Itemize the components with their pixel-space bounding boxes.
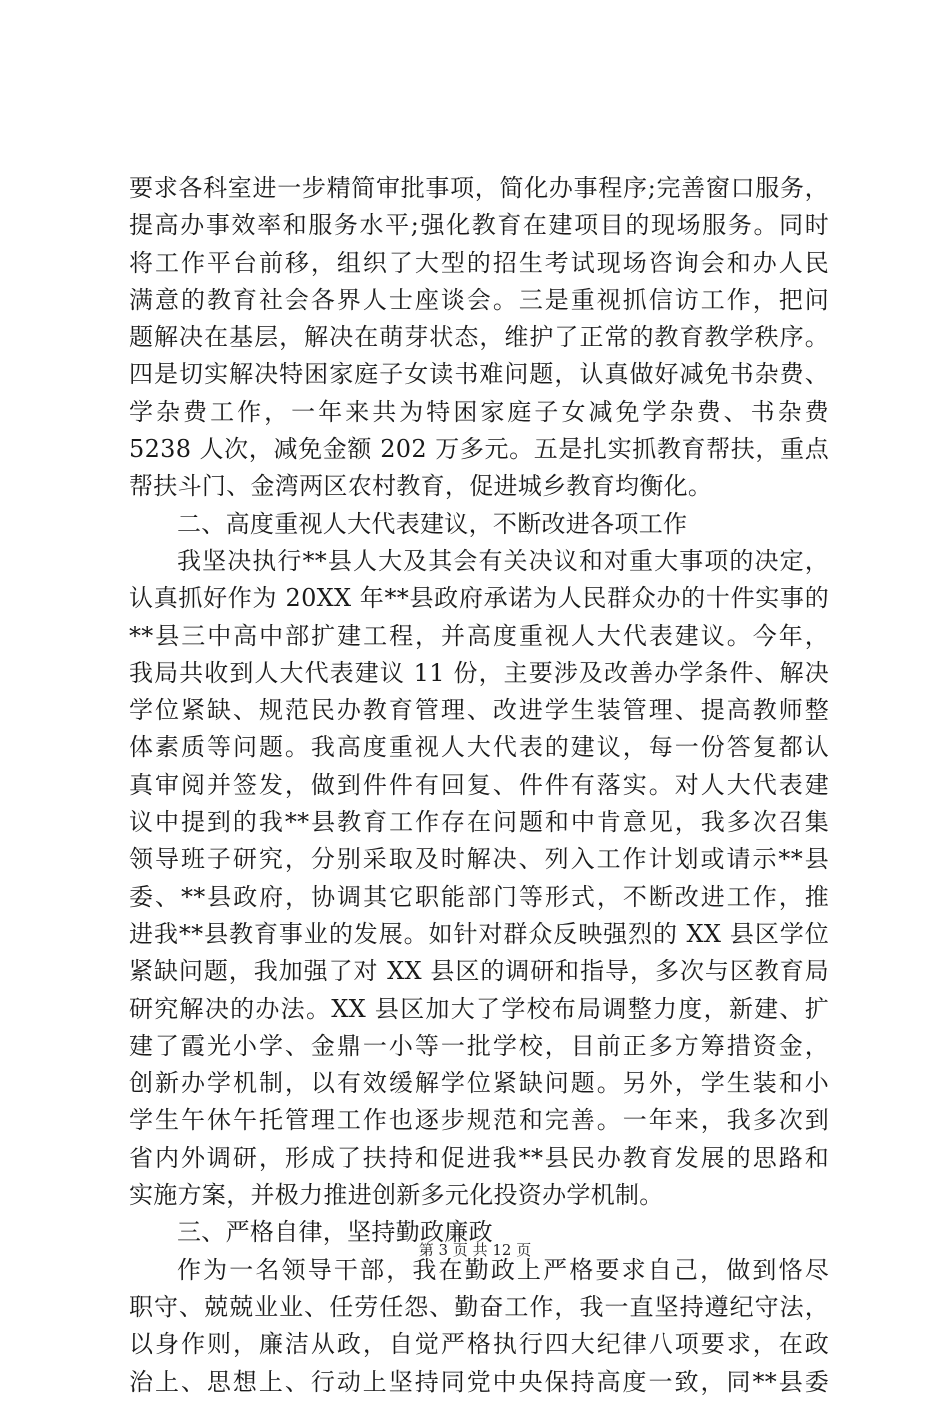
text-line: 治上、思想上、行动上坚持同党中央保持高度一致，同**县委 — [129, 1367, 829, 1396]
text-line: 认真抓好作为 20XX 年**县政府承诺为人民群众办的十件实事的 — [129, 584, 829, 613]
text-line: 职守、兢兢业业、任劳任怨、勤奋工作，我一直坚持遵纪守法， — [129, 1292, 829, 1321]
text-line: 进我**县教育事业的发展。如针对群众反映强烈的 XX 县区学位 — [129, 919, 829, 948]
page-footer: 第 3 页 共 12 页 — [418, 1241, 532, 1259]
text-line: 三、严格自律，坚持勤政廉政 — [177, 1218, 493, 1247]
text-line: 要求各科室进一步精简审批事项，简化办事程序;完善窗口服务， — [129, 174, 829, 202]
text-line: 以身作则，廉洁从政，自觉严格执行四大纪律八项要求，在政 — [129, 1330, 829, 1359]
text-line: 领导班子研究，分别采取及时解决、列入工作计划或请示**县 — [129, 845, 829, 874]
text-line: 题解决在基层，解决在萌芽状态，维护了正常的教育教学秩序。 — [129, 323, 829, 352]
text-line: 四是切实解决特困家庭子女读书难问题，认真做好减免书杂费、 — [129, 360, 829, 389]
text-line: 满意的教育社会各界人士座谈会。三是重视抓信访工作，把问 — [129, 285, 829, 314]
text-line: 我局共收到人大代表建议 11 份，主要涉及改善办学条件、解决 — [129, 658, 829, 687]
text-line: 学杂费工作，一年来共为特困家庭子女减免学杂费、书杂费 — [129, 397, 829, 426]
text-line: 作为一名领导干部，我在勤政上严格要求自己，做到恪尽 — [177, 1255, 829, 1284]
text-line: 省内外调研，形成了扶持和促进我**县民办教育发展的思路和 — [129, 1143, 829, 1172]
text-line: 体素质等问题。我高度重视人大代表的建议，每一份答复都认 — [129, 733, 829, 762]
text-line: 紧缺问题，我加强了对 XX 县区的调研和指导，多次与区教育局 — [129, 957, 829, 986]
text-line: 我坚决执行**县人大及其会有关决议和对重大事项的决定， — [177, 546, 829, 575]
text-line: 真审阅并签发，做到件件有回复、件件有落实。对人大代表建 — [129, 770, 829, 799]
text-line: 提高办事效率和服务水平;强化教育在建项目的现场服务。同时 — [129, 211, 829, 240]
text-line: 实施方案，并极力推进创新多元化投资办学机制。 — [129, 1181, 664, 1210]
body-text — [129, 170, 829, 1401]
text-line: **县三中高中部扩建工程，并高度重视人大代表建议。今年， — [129, 621, 829, 650]
text-line: 将工作平台前移，组织了大型的招生考试现场咨询会和办人民 — [129, 248, 829, 277]
text-line: 学生午休午托管理工作也逐步规范和完善。一年来，我多次到 — [129, 1106, 829, 1135]
text-line: 创新办学机制，以有效缓解学位紧缺问题。另外，学生装和小 — [129, 1069, 829, 1098]
text-line: 议中提到的我**县教育工作存在问题和中肯意见，我多次召集 — [129, 808, 829, 837]
text-line: 二、高度重视人大代表建议，不断改进各项工作 — [177, 509, 688, 538]
text-line: 学位紧缺、规范民办教育管理、改进学生装管理、提高教师整 — [129, 696, 829, 725]
text-line: 研究解决的办法。XX 县区加大了学校布局调整力度，新建、扩 — [129, 994, 829, 1023]
text-line: 帮扶斗门、金湾两区农村教育，促进城乡教育均衡化。 — [129, 472, 713, 501]
text-line: 委、**县政府，协调其它职能部门等形式，不断改进工作，推 — [129, 882, 829, 911]
text-line: 建了霞光小学、金鼎一小等一批学校，目前正多方筹措资金， — [129, 1031, 829, 1060]
text-line: 5238 人次，减免金额 202 万多元。五是扎实抓教育帮扶，重点 — [129, 435, 829, 464]
